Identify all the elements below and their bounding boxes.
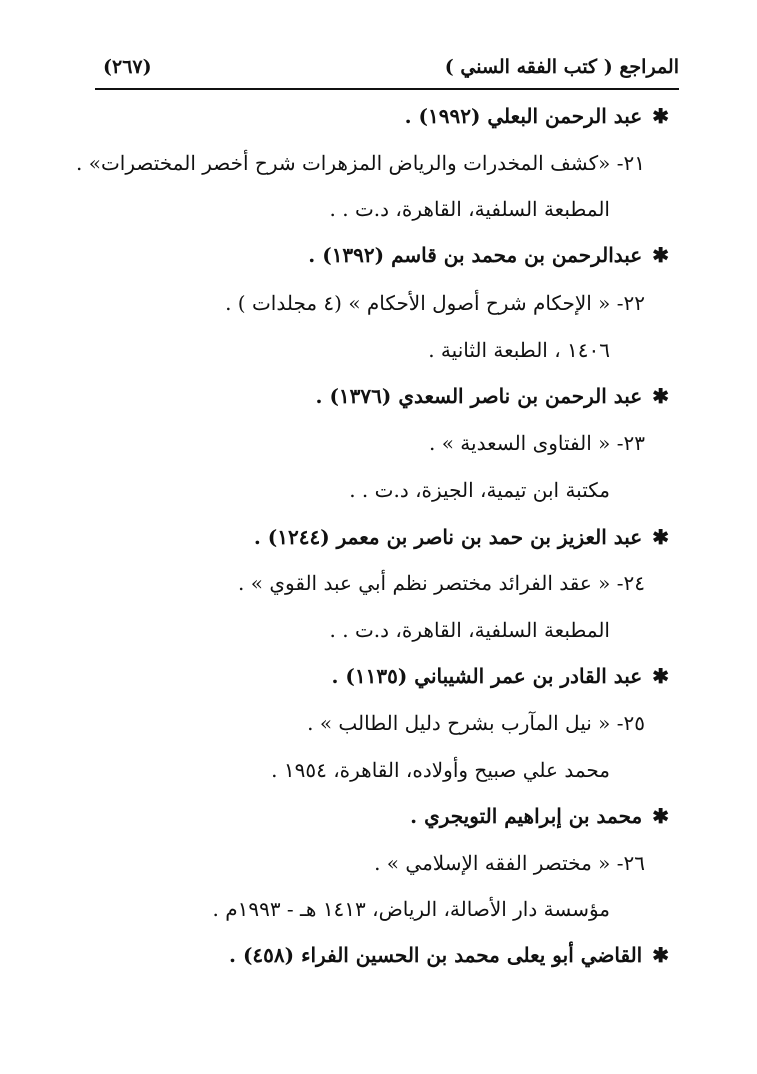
asterisk-icon: ✱ bbox=[652, 943, 669, 967]
author-entry bbox=[316, 381, 669, 411]
author-entry bbox=[405, 101, 669, 131]
publisher-line: المطبعة السلفية، القاهرة، د.ت . . bbox=[329, 197, 610, 221]
author-entry bbox=[229, 940, 669, 970]
author-name: عبد الرحمن البعلي (١٩٩٢) . bbox=[404, 104, 643, 128]
book-title-line: ٢١- «كشف المخدرات والرياض المزهرات شرح أخصر المختصرات» . bbox=[76, 151, 645, 175]
header-title: المراجع ( كتب الفقه السني ) bbox=[444, 56, 679, 78]
book-title-line: ٢٢- « الإحكام شرح أصول الأحكام » (٤ مجلدات ) . bbox=[225, 291, 645, 315]
author-entry bbox=[308, 240, 669, 270]
book-title-line: ٢٣- « الفتاوى السعدية » . bbox=[429, 431, 645, 455]
page-header bbox=[95, 50, 679, 90]
publisher-line: محمد علي صبيح وأولاده، القاهرة، ١٩٥٤ . bbox=[271, 758, 610, 782]
asterisk-icon: ✱ bbox=[652, 384, 669, 408]
author-entry bbox=[410, 801, 669, 831]
author-name: عبدالرحمن بن محمد بن قاسم (١٣٩٢) . bbox=[308, 243, 643, 267]
author-entry bbox=[254, 522, 669, 552]
author-name: عبد القادر بن عمر الشيباني (١١٣٥) . bbox=[331, 664, 643, 688]
asterisk-icon: ✱ bbox=[652, 243, 669, 267]
author-name: عبد العزيز بن حمد بن ناصر بن معمر (١٢٤٤) . bbox=[253, 525, 643, 549]
author-entry bbox=[331, 661, 669, 691]
asterisk-icon: ✱ bbox=[652, 664, 669, 688]
page-number: (٢٦٧) bbox=[103, 56, 152, 78]
asterisk-icon: ✱ bbox=[652, 104, 669, 128]
publisher-line: المطبعة السلفية، القاهرة، د.ت . . bbox=[329, 618, 610, 642]
asterisk-icon: ✱ bbox=[652, 804, 669, 828]
author-name: عبد الرحمن بن ناصر السعدي (١٣٧٦) . bbox=[315, 384, 643, 408]
author-name: محمد بن إبراهيم التويجري . bbox=[410, 804, 643, 828]
book-title-line: ٢٥- « نيل المآرب بشرح دليل الطالب » . bbox=[307, 711, 645, 735]
publisher-line: مؤسسة دار الأصالة، الرياض، ١٤١٣ هـ - ١٩٩٣م . bbox=[212, 897, 610, 921]
asterisk-icon: ✱ bbox=[652, 525, 669, 549]
publisher-line: مكتبة ابن تيمية، الجيزة، د.ت . . bbox=[349, 478, 610, 502]
author-name: القاضي أبو يعلى محمد بن الحسين الفراء (٤٥٨) . bbox=[229, 943, 643, 967]
book-title-line: ٢٦- « مختصر الفقه الإسلامي » . bbox=[374, 851, 645, 875]
book-title-line: ٢٤- « عقد الفرائد مختصر نظم أبي عبد القوي » . bbox=[238, 571, 645, 595]
publisher-line: ١٤٠٦ ، الطبعة الثانية . bbox=[428, 338, 610, 362]
